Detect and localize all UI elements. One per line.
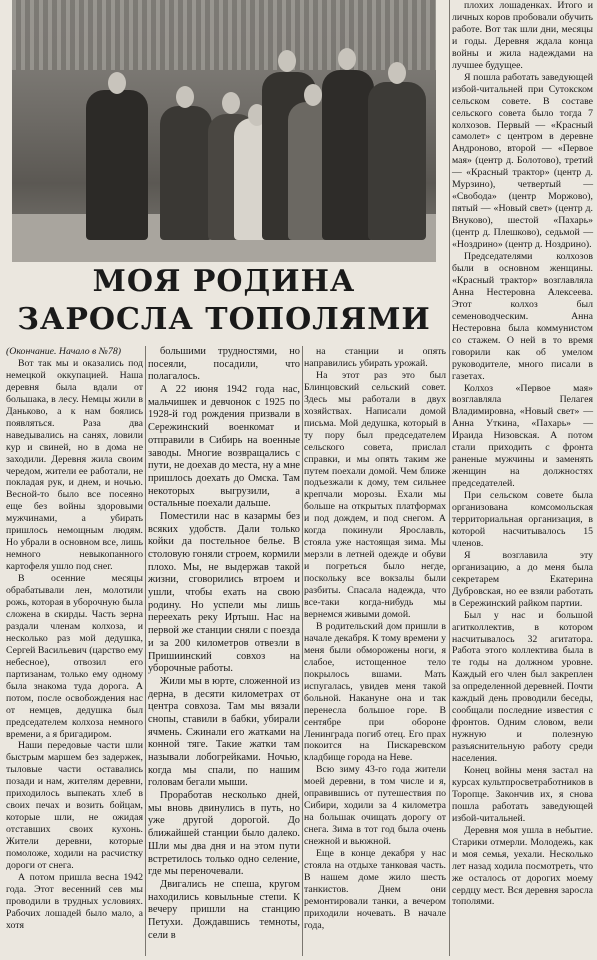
paragraph: В родительский дом пришли в начале декабря. К тому времени у меня были обморожены ноги, я слабое, истощенное тело покрылось вшами. Мать испугалась, увидев меня такой больной. Накануне она и так перенесла большое горе. В сентябре при обороне Ленинграда погиб отец. Его прах покоится на Пискаревском кладбище города на Неве. bbox=[304, 620, 446, 764]
column-divider bbox=[449, 0, 450, 956]
article-column-3 bbox=[304, 346, 446, 932]
paragraph: Конец войны меня застал на курсах культпросветработников в Торопце. Закончив их, я снова пошла работать заведующей избой-читальней. bbox=[452, 765, 593, 824]
paragraph: Всю зиму 43-го года жители моей деревни, в том числе и я, оправившись от путешествия по Сибири, ходили за 4 километра на большак очищать дорогу от снега. Зима в тот год была очень снежной и вьюжной. bbox=[304, 764, 446, 848]
paragraph: Еще в конце декабря у нас стояла на отдыхе танковая часть. В нашем доме жило шесть танкистов. Днем они ремонтировали танки, а вечером приходили ночевать. В начале года, bbox=[304, 848, 446, 931]
person-figure bbox=[368, 82, 426, 240]
paragraph: Жили мы в юрте, сложенной из дерна, в десяти километрах от центра совхоза. Там мы вязали снопы, ставили в бабки, убирали ячмень. Сжинали его жатками на конной тяге. Такие жатки там называли лобогрейками. Ночью, когда мы спали, по нашим головам бегали мыши. bbox=[148, 675, 300, 789]
paragraph: Двигались не спеша, кругом находились ковыльные степи. К вечеру пришли на станцию Петухи. Дождавшись темноты, сели в bbox=[148, 878, 300, 941]
headline-line-2: ЗАРОСЛА ТОПОЛЯМИ bbox=[17, 302, 431, 337]
fence-background bbox=[12, 0, 436, 70]
person-head bbox=[388, 62, 406, 84]
article-column-2 bbox=[148, 346, 300, 942]
paragraph: Колхоз «Первое мая» возглавляла Пелагея Владимировна, «Новый свет» — Анна Уткина, «Пахарь» — Ираида Низовская. А потом стали приходить с фронта раненые мужчины и заменять женщин на должностях председателей. bbox=[452, 382, 593, 490]
person-figure bbox=[160, 106, 212, 240]
column-divider bbox=[302, 346, 303, 956]
article-column-4 bbox=[452, 0, 593, 908]
paragraph: А 22 июня 1942 года нас, мальчишек и девчонок с 1925 по 1928-й год рождения призвали в Сережинский военкомат и отправили в Сибирь на военные заводы. Многие возвращались с пути, не доехав до места, ну а мне пришлось доехать до Омска. Там некоторых выгрузили, а остальные поехали дальше. bbox=[148, 384, 301, 510]
column-divider bbox=[145, 346, 146, 956]
paragraph: Я возглавила эту организацию, а до меня была секретарем Екатерина Дубровская, но ее взяли работать в Сережинский райком партии. bbox=[452, 549, 593, 609]
paragraph: большими трудностями, но посеяли, посадили, что полагалось. bbox=[148, 346, 300, 383]
article-headline bbox=[12, 262, 436, 340]
person-head bbox=[278, 50, 296, 72]
paragraph: Был у нас и большой агитколлектив, в котором насчитывалось 32 агитатора. Работа этого коллектива была в те годы на должном уровне. Каждый его член был закреплен за определенной деревней. Почти каждый день проводили беседы, сообщали последние известия с фронтов. Одним словом, вели нужную и полезную разъяснительную работу среди населения. bbox=[452, 609, 593, 765]
paragraph: плохих лошаденках. Итого и личных коров пробовали обучить работе. Вот так шли дни, месяцы и годы. Деревня ждала конца войны и жила надеждами на лучшее будущее. bbox=[452, 0, 593, 71]
person-head bbox=[108, 72, 126, 94]
person-head bbox=[338, 48, 356, 70]
paragraph: Вот так мы и оказались под немецкой оккупацией. Наша деревня была вдали от большака, в лесу. Немцы жили в Даньково, а к нам боялись появляться. Раза два наведывались на санях, ловили кур и свиней, но в дома не заходили. Деревня жила своим чередом, жители ее работали, не покладая рук, и днем, и ночью. Весной-то было все посеяно еще без войны здоровыми мужчинами, а убирать пришлось немощным людям. Но убрали в основном все, лишь немного невыкопанного картофеля ушло под снег. bbox=[6, 357, 143, 573]
paragraph: Я пошла работать заведующей избой-читальней при Сутокском сельском совете. В составе сельского совета было тогда 7 колхозов. Первый — «Красный самолет» с центром в деревне Андроново, второй — «Первое мая» (центр д. Болотово), третий — «Красный трактор» (центр д. Мурзино), четвертый — «Свобода» (центр Моржово), пятый — «Новый свет» (центр д. Внуково), шестой «Пахарь» (центр д. Плешково), седьмой — «Ноздрино» (центр д. Ноздрино). bbox=[452, 71, 593, 251]
paragraph: При сельском совете была организована комсомольская территориальная организация, в которой насчитывалось 15 членов. bbox=[452, 490, 593, 549]
person-figure bbox=[86, 90, 148, 240]
person-head bbox=[176, 86, 194, 108]
paragraph: В осенние месяцы обрабатывали лен, молотили рожь, которая в уборочную была сложена в скирды. Часть зерна раздали членам колхоза, и несколько раз мой дедушка, Сергей Васильевич (царство ему небесное), отвозил его партизанам, только ему одному была знакома туда дорога. А потом, после освобождения нас от немцев, дедушка был председателем колхоза немного времени, а я бригадиром. bbox=[6, 573, 143, 740]
paragraph: Проработав несколько дней, мы вновь двинулись в путь, но уже другой дорогой. До ближайшей станции было далеко. Шли мы два дня и на этом пути встретилось только одно селение, где мы переночевали. bbox=[148, 790, 300, 878]
paragraph: Поместили нас в казармы без всяких удобств. Дали только койки да постельное белье. В столовую гоняли строем, кормили плохо. Мы, не выдержав такой жизни, сговорились втроем и ушли, чтобы ехать на свою родину. Но успели мы лишь переехать реку Иртыш. Нас на первой же станции сняли с поезда и за 200 километров отвезли в Пришиинский совхоз на уборочные работы. bbox=[148, 510, 300, 675]
paragraph: Деревня моя ушла в небытие. Старики отмерли. Молодежь, как и моя семья, уехали. Несколько лет назад ходила посмотреть, что же осталось от дорогих моему сердцу мест. Вся деревня заросла тополями. bbox=[452, 824, 593, 908]
person-head bbox=[222, 92, 240, 114]
paragraph: На этот раз это был Блинцовский сельский совет. Здесь мы работали в двух хозяйствах. Написали домой письма. Мой дедушка, который в ту пору был председателем сельского совета, прислал справки, и мы опять таким же путем поехали домой. Чем ближе подъезжали к дому, тем сильнее крепчали морозы. Ехали мы больше на открытых платформах и под дождем, и под снегом. А когда покинули Ярославль, стояла уже настоящая зима. Мы мерзли в летней одежде и обуви и погреться было негде, поскольку все вокзалы были разбиты. Спасала надежда, что все-таки когда-нибудь мы вернемся живыми домой. bbox=[304, 369, 446, 620]
paragraph: Председателями колхозов были в основном женщины. «Красный трактор» возглавляла Анна Нестеровна Алексеева. Этот колхоз был семеноводческим. Анна Нестеровна была коммунистом со стажем. О ней в то время говорили как об умелом руководителе, много писали в газетах. bbox=[452, 251, 593, 382]
continuation-note: (Окончание. Начало в №78) bbox=[6, 346, 122, 357]
article-column-1 bbox=[6, 346, 143, 932]
paragraph: Наши передовые части шли быстрым маршем без задержек, тыловые части оставались позади и нам, жителям деревни, приходилось выпекать хлеб в своих печах и возить бойцам, которые шли, не ожидая отставших своих кухонь. Жители деревни, которые помоложе, ходили на расчистку дороги от снега. bbox=[6, 740, 143, 871]
headline-line-1: МОЯ РОДИНА bbox=[92, 264, 356, 299]
person-head bbox=[304, 84, 322, 106]
person-figure bbox=[322, 70, 374, 240]
paragraph: на станции и опять направились убирать урожай. bbox=[304, 346, 446, 369]
group-photo bbox=[12, 0, 436, 262]
paragraph: А потом пришла весна 1942 года. Этот весенний сев мы проводили в трудных условиях. Рабочих лошадей было мало, а хотя bbox=[6, 871, 143, 931]
